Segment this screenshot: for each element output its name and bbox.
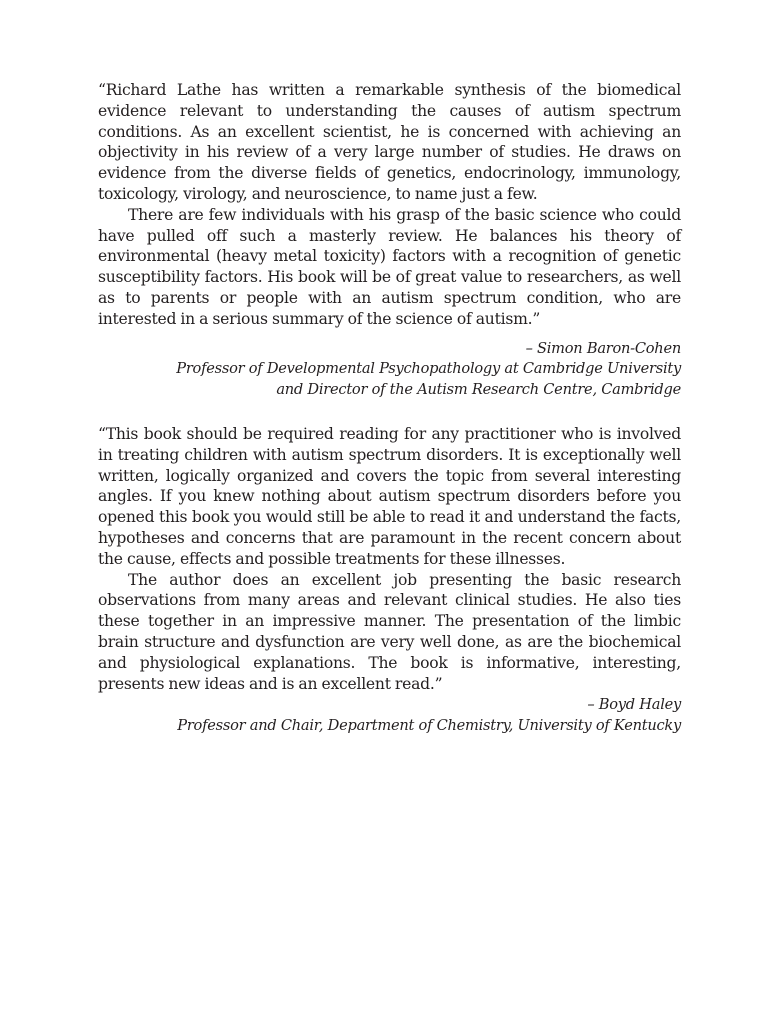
endorsement-paragraph: The author does an excellent job presenting the basic research observations from many areas and relevant clinical studies. He also ties these together in an impressive manner. The presentation of the limbic brain structure and dysfunction are very well done, as are the biochemical and physiological explanations. The book is informative, interesting, presents new ideas and is an excellent read.” [98, 570, 681, 693]
endorsement-author: – Simon Baron-Cohen [525, 339, 681, 357]
endorsement-author: – Boyd Haley [587, 696, 681, 714]
endorsement-baron-cohen [98, 80, 681, 401]
endorsement-paragraph: There are few individuals with his grasp of the basic science who could have pulled off such a masterly review. He balances his theory of environmental (heavy metal toxicity) factors with a recognition of genetic susceptibility factors. His book will be of great value to researchers, as well as to parents or people with an autism spectrum condition, who are interested in a serious summary of the science of autism.” [98, 205, 681, 328]
endorsements-page [98, 80, 681, 737]
endorsement-affiliation: Professor and Chair, Department of Chemistry, University of Kentucky [177, 717, 681, 735]
endorsement-paragraph: “This book should be required reading for any practitioner who is involved in treating children with autism spectrum disorders. It is exceptionally well written, logically organized and covers the topic from several interesting angles. If you knew nothing about autism spectrum disorders before you opened this book you would still be able to read it and understand the facts, hypotheses and concerns that are paramount in the recent concern about the cause, effects and possible treatments for these illnesses. [98, 424, 681, 568]
endorsement-affiliation: Professor of Developmental Psychopathology at Cambridge University [176, 360, 681, 378]
endorsement-haley [98, 424, 681, 737]
endorsement-paragraph: “Richard Lathe has written a remarkable synthesis of the biomedical evidence relevant to understanding the causes of autism spectrum conditions. As an excellent scientist, he is concerned with achieving an objectivity in his review of a very large number of studies. He draws on evidence from the diverse fields of genetics, endocrinology, immunology, toxicology, virology, and neuroscience, to name just a few. [98, 81, 681, 203]
endorsement-affiliation: and Director of the Autism Research Centre, Cambridge [276, 381, 681, 399]
